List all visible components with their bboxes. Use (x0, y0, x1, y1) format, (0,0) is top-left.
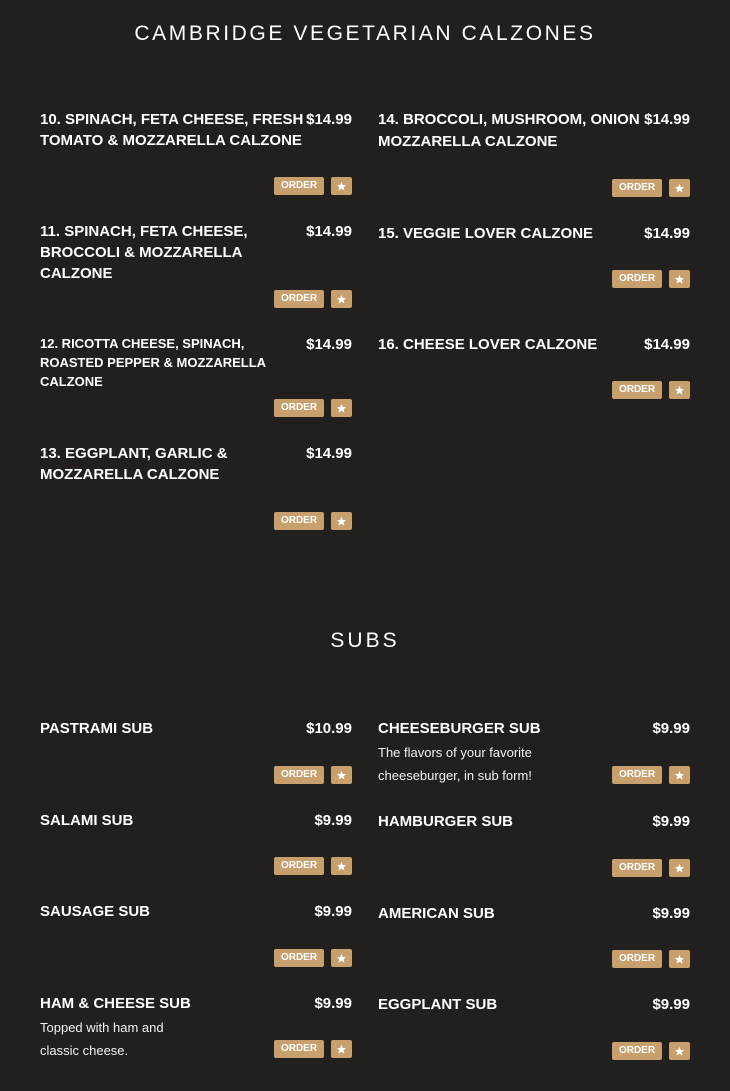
favorite-button[interactable] (669, 950, 690, 968)
favorite-button[interactable] (331, 290, 352, 308)
star-icon (336, 516, 347, 527)
favorite-button[interactable] (669, 766, 690, 784)
item-description: Topped with ham and classic cheese. (40, 1020, 164, 1058)
star-icon (674, 1046, 685, 1057)
item-price: $9.99 (652, 996, 690, 1013)
favorite-button[interactable] (331, 766, 352, 784)
order-button[interactable]: ORDER (274, 512, 324, 530)
order-button[interactable]: ORDER (274, 1040, 324, 1058)
item-price: $9.99 (314, 995, 352, 1012)
favorite-button[interactable] (331, 857, 352, 875)
item-price: $14.99 (306, 336, 352, 353)
section-title-calzones: CAMBRIDGE VEGETARIAN CALZONES (134, 22, 596, 45)
order-button[interactable]: ORDER (612, 270, 662, 288)
item-name: EGGPLANT SUB (378, 996, 498, 1013)
order-button[interactable]: ORDER (612, 179, 662, 197)
item-name: 12. RICOTTA CHEESE, SPINACH, ROASTED PEPPER & MOZZARELLA CALZONE (40, 336, 266, 389)
star-icon (336, 403, 347, 414)
item-name: SALAMI SUB (40, 812, 134, 829)
item-price: $14.99 (306, 445, 352, 462)
item-price: $9.99 (314, 812, 352, 829)
order-button[interactable]: ORDER (612, 859, 662, 877)
item-price: $9.99 (652, 813, 690, 830)
order-button[interactable]: ORDER (612, 950, 662, 968)
star-icon (674, 863, 685, 874)
item-price: $14.99 (306, 223, 352, 240)
order-button[interactable]: ORDER (612, 766, 662, 784)
favorite-button[interactable] (331, 949, 352, 967)
order-button[interactable]: ORDER (274, 857, 324, 875)
item-name: CHEESEBURGER SUB (378, 720, 541, 737)
item-description: The flavors of your favorite cheeseburger, in sub form! (378, 745, 532, 783)
item-name: 16. CHEESE LOVER CALZONE (378, 336, 598, 353)
favorite-button[interactable] (331, 399, 352, 417)
favorite-button[interactable] (331, 512, 352, 530)
star-icon (674, 274, 685, 285)
favorite-button[interactable] (669, 1042, 690, 1060)
star-icon (336, 770, 347, 781)
item-price: $9.99 (652, 905, 690, 922)
order-button[interactable]: ORDER (612, 1042, 662, 1060)
item-name: HAM & CHEESE SUB (40, 995, 191, 1012)
favorite-button[interactable] (669, 859, 690, 877)
star-icon (336, 294, 347, 305)
favorite-button[interactable] (331, 1040, 352, 1058)
star-icon (336, 861, 347, 872)
order-button[interactable]: ORDER (274, 290, 324, 308)
item-price: $14.99 (306, 111, 352, 128)
item-price: $10.99 (306, 720, 352, 737)
section-title-subs: SUBS (330, 629, 400, 652)
item-name: 11. SPINACH, FETA CHEESE, BROCCOLI & MOZZARELLA CALZONE (40, 223, 248, 282)
item-name: AMERICAN SUB (378, 905, 495, 922)
order-button[interactable]: ORDER (274, 766, 324, 784)
item-price: $9.99 (652, 720, 690, 737)
item-name: 10. SPINACH, FETA CHEESE, FRESH TOMATO & MOZZARELLA CALZONE (40, 111, 304, 149)
favorite-button[interactable] (669, 270, 690, 288)
item-name: 13. EGGPLANT, GARLIC & MOZZARELLA CALZONE (40, 445, 228, 483)
star-icon (674, 183, 685, 194)
item-price: $9.99 (314, 903, 352, 920)
item-price: $14.99 (644, 336, 690, 353)
item-name: PASTRAMI SUB (40, 720, 154, 737)
star-icon (674, 770, 685, 781)
star-icon (336, 1044, 347, 1055)
item-price: $14.99 (644, 111, 690, 128)
star-icon (674, 954, 685, 965)
star-icon (336, 953, 347, 964)
favorite-button[interactable] (669, 179, 690, 197)
favorite-button[interactable] (669, 381, 690, 399)
favorite-button[interactable] (331, 177, 352, 195)
item-price: $14.99 (644, 225, 690, 242)
item-name: SAUSAGE SUB (40, 903, 151, 920)
item-name: 15. VEGGIE LOVER CALZONE (378, 225, 594, 242)
star-icon (674, 385, 685, 396)
item-name: HAMBURGER SUB (378, 813, 513, 830)
item-name: 14. BROCCOLI, MUSHROOM, ONION MOZZARELLA CALZONE (378, 111, 640, 150)
order-button[interactable]: ORDER (274, 177, 324, 195)
star-icon (336, 181, 347, 192)
order-button[interactable]: ORDER (274, 949, 324, 967)
order-button[interactable]: ORDER (612, 381, 662, 399)
order-button[interactable]: ORDER (274, 399, 324, 417)
